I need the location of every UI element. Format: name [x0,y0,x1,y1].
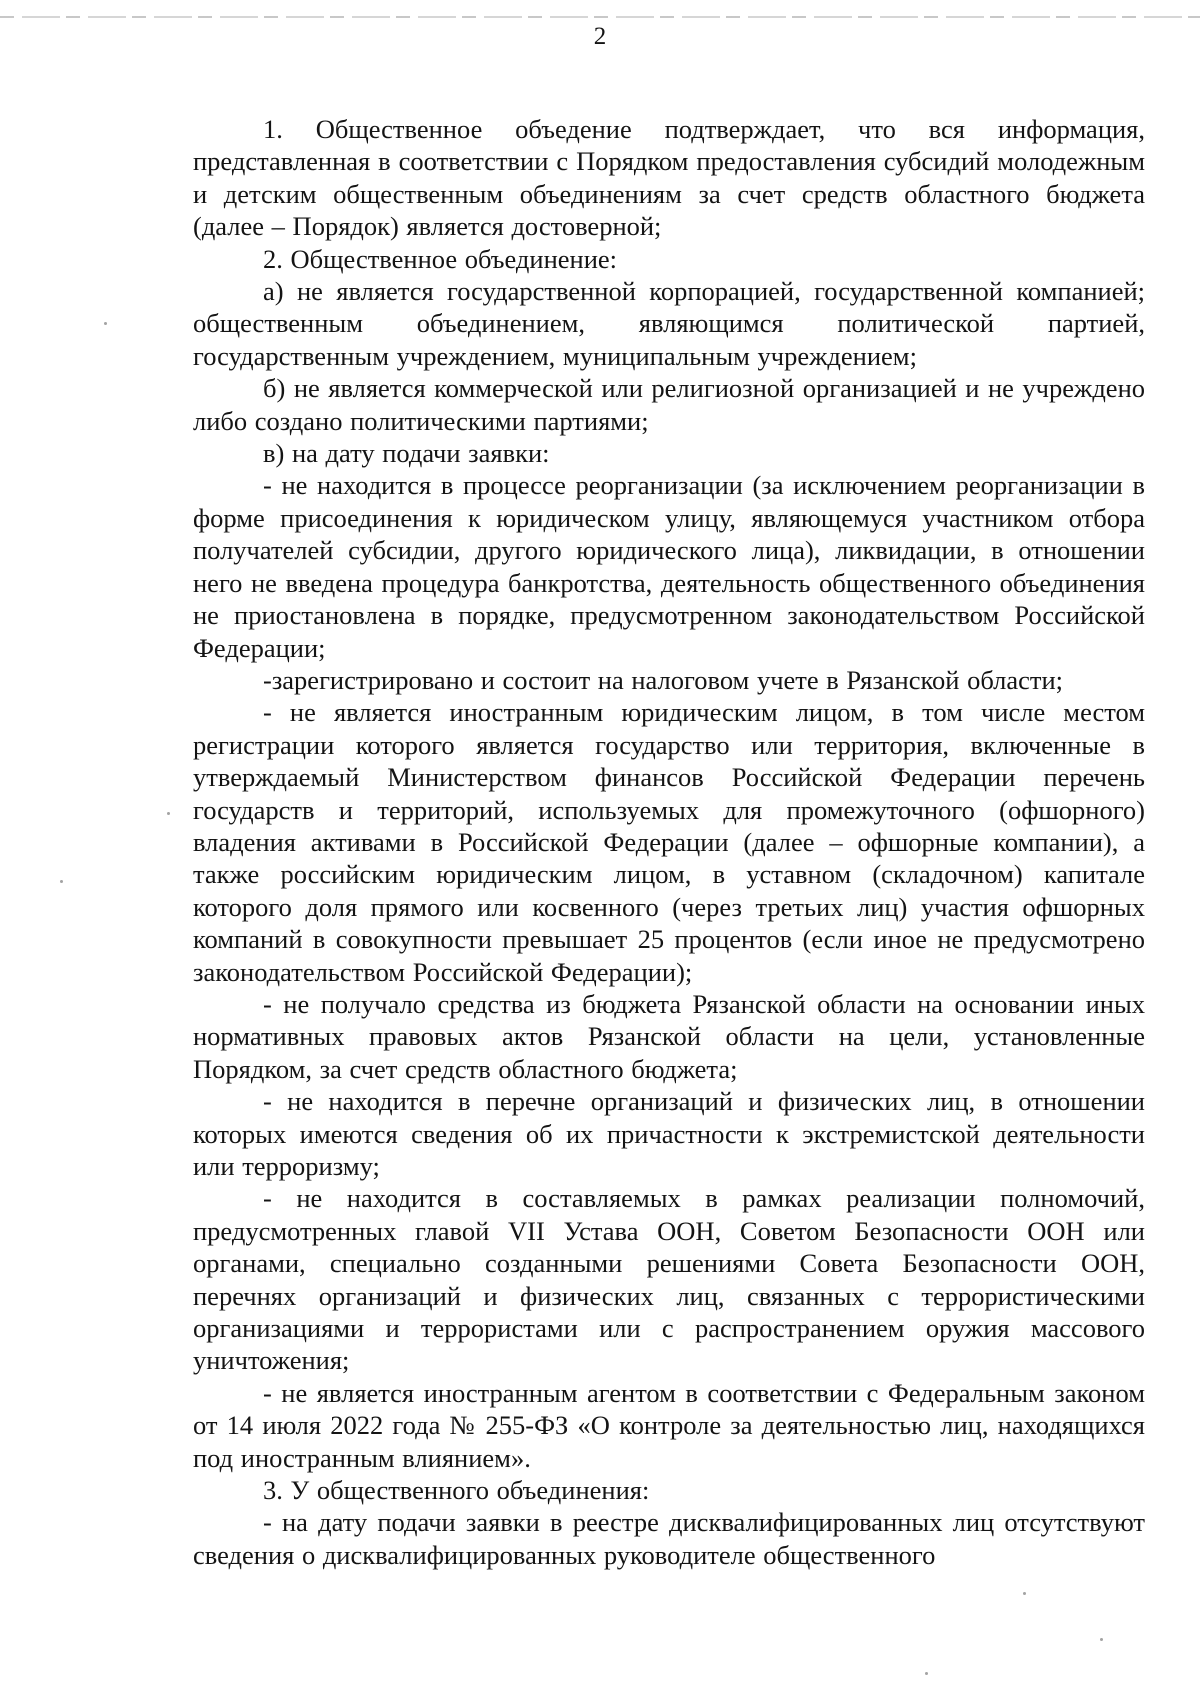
scan-speck [60,880,63,883]
list-item-disqualified: - на дату подачи заявки в реестре дисквалифицированных лиц отсутствуют сведения о дисквалифицированных руководителе общественного [193,1507,1145,1570]
paragraph-2: 2. Общественное объединение: [263,243,618,274]
scan-speck [925,1672,928,1675]
list-item-foreign-entity: - не является иностранным юридическим лицом, в том числе местом регистрации которого является государство или территория, включенные в утверждаемый Министерством финансов Российской Федерации перечень государств и территорий, используемых для промежуточного (офшорного) владения активами в Российской Федерации (далее – офшорные компании), а также российским юридическим лицом, в уставном (складочном) капитале которого доля прямого или косвенного (через третьих лиц) участия офшорных компаний в совокупности превышает 25 процентов (если иное не предусмотрено законодательством Российской Федерации); [193,697,1145,987]
list-item-tax-registration: -зарегистрировано и состоит на налоговом учете в Рязанской области; [263,664,1064,695]
paragraph-2b: б) не является коммерческой или религиозной организацией и не учреждено либо создано политическими партиями; [193,373,1145,436]
scan-speck [167,812,170,815]
scan-speck [1100,1638,1103,1641]
paragraph-1: 1. Общественное объедение подтверждает, что вся информация, представленная в соответствии с Порядком предоставления субсидий молодежным и детским общественным объединениям за счет средств областного бюджета (далее – Порядок) является достоверной; [193,114,1145,242]
scan-edge-artifact [0,16,1200,18]
scan-speck [1023,1592,1026,1595]
paragraph-2a: а) не является государственной корпорацией, государственной компанией; общественным объединением, являющимся политической партией, государственным учреждением, муниципальным учреждением; [193,276,1145,371]
page-number: 2 [593,23,607,50]
paragraph-2c: в) на дату подачи заявки: [263,438,550,469]
paragraph-3: 3. У общественного объединения: [263,1475,650,1506]
list-item-extremism: - не находится в перечне организаций и физических лиц, в отношении которых имеются сведения об их причастности к экстремистской деятельности или терроризму; [193,1086,1145,1181]
list-item-reorganization: - не находится в процессе реорганизации (за исключением реорганизации в форме присоединения к юридическом улицу, являющемуся участником отбора получателей субсидии, другого юридического лица), ликвидации, в отношении него не введена процедура банкротства, деятельность общественного объединения не приостановлена в порядке, предусмотренном законодательством Российской Федерации; [193,470,1145,663]
list-item-budget-funds: - не получало средства из бюджета Рязанской области на основании иных нормативных правовых актов Рязанской области на цели, установленные Порядком, за счет средств областного бюджета; [193,988,1145,1084]
scan-speck [104,322,107,325]
list-item-un-sanctions: - не находится в составляемых в рамках реализации полномочий, предусмотренных главой VII Устава ООН, Советом Безопасности ООН или органами, специально созданными решениями Совета Безопасности ООН, перечнях организаций и физических лиц, связанных с террористическими организациями и террористами или с распространением оружия массового уничтожения; [193,1183,1145,1376]
list-item-foreign-agent: - не является иностранным агентом в соответствии с Федеральным законом от 14 июля 2022 года № 255-ФЗ «О контроле за деятельностью лиц, находящихся под иностранным влиянием». [193,1377,1145,1473]
document-body [193,113,1145,1571]
